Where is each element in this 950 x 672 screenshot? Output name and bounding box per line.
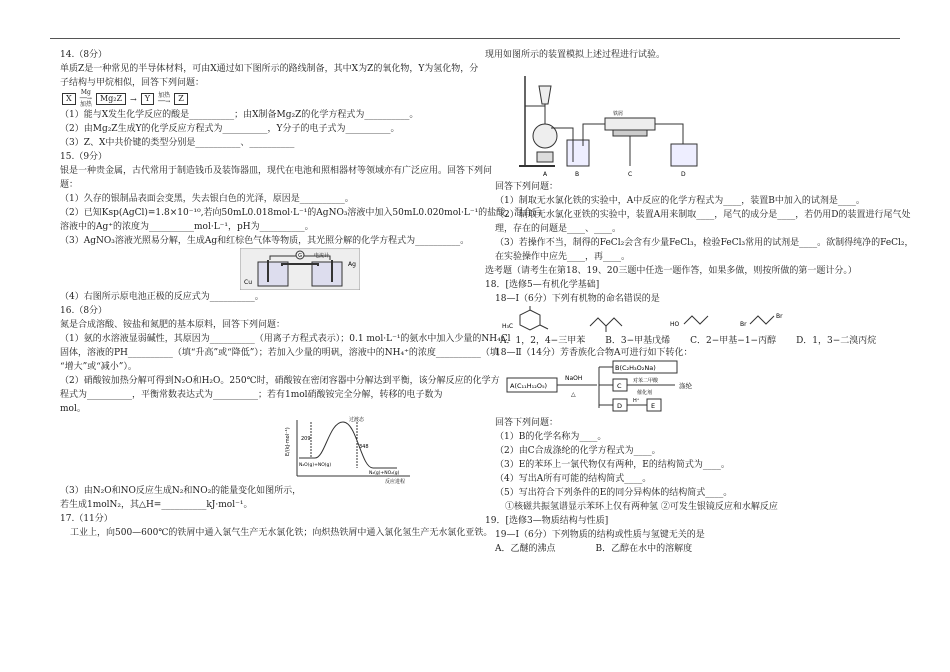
svg-text:A: A xyxy=(543,171,548,178)
flow-arrow-line-3: ──→ xyxy=(158,98,171,105)
q14-flow-diagram xyxy=(60,90,480,108)
q16-line-1a: （1）氨的水溶液显弱碱性，其原因为__________（用离子方程式表示）；0.1 mol·L⁻¹的氨水中加入少量的NH₄Cl xyxy=(60,334,511,344)
flow-arrow-3 xyxy=(158,93,170,105)
svg-text:E: E xyxy=(651,402,656,410)
flow-z: Z xyxy=(174,93,188,105)
q19-options xyxy=(485,542,905,556)
svg-text:H⁺: H⁺ xyxy=(633,398,640,404)
svg-text:D: D xyxy=(681,171,686,178)
q18-option-b: B．3−甲基戊烯 xyxy=(605,336,671,346)
q15-intro: 银是一种贵金属，古代常用于制造钱币及装饰器皿，现代在电池和照相器材等领域亦有广泛应用。回答下列问 xyxy=(60,166,493,176)
energy-diagram xyxy=(285,416,415,484)
q17-line-2b: 理，存在的问题是____、____。 xyxy=(495,224,622,234)
svg-text:A(C₁₁H₁₂O₅): A(C₁₁H₁₂O₅) xyxy=(510,382,548,390)
q14-intro-2: 子结构与甲烷相似，回答下列问题： xyxy=(60,78,205,88)
conversion-scheme xyxy=(505,360,765,416)
q18-line-4: （4）写出A所有可能的结构简式____。 xyxy=(495,474,652,484)
q17-line-2a: （2）制取无水氯化亚铁的实验中，装置A用来制取____，尾气的成分是____，若仍用D的装置进行尾气处 xyxy=(495,210,911,220)
q16-line-2b: 程式为__________，平衡常数表达式为__________；若有1mol硝酸铵完全分解，转移的电子数为 xyxy=(60,390,443,400)
q19-option-a: A．乙醚的沸点 xyxy=(495,544,556,554)
svg-text:N₂O(g)+NO(g): N₂O(g)+NO(g) xyxy=(299,463,332,468)
svg-text:B: B xyxy=(575,171,580,178)
right-column xyxy=(485,48,914,556)
flow-arrow-2: → xyxy=(130,94,137,104)
q17-ask: 回答下列问题： xyxy=(495,182,559,192)
flow-y: Y xyxy=(141,93,154,105)
apparatus-figure xyxy=(515,66,705,178)
q15-intro-2: 题： xyxy=(60,180,79,190)
q16-figure-row xyxy=(60,416,480,484)
svg-text:N₂(g)+NO₂(g): N₂(g)+NO₂(g) xyxy=(369,471,400,476)
svg-text:涤纶: 涤纶 xyxy=(679,382,692,390)
flow-mg2z: Mg₂Z xyxy=(96,93,126,105)
flow-arrow-1 xyxy=(80,90,92,108)
q16-line-2a: （2）硝酸铵加热分解可得到N₂O和H₂O。250℃时，硝酸铵在密闭容器中分解达到平衡，该分解反应的化学方 xyxy=(60,376,500,386)
q16-line-3a: （3）由N₂O和NO反应生成N₂和NO₂的能量变化如图所示， xyxy=(60,486,302,496)
q18-line-2: （2）由C合成涤纶的化学方程式为____。 xyxy=(495,446,661,456)
flow-mg-label: Mg xyxy=(80,89,91,96)
q19-title: 19．[选修3—物质结构与性质] xyxy=(485,516,609,526)
svg-text:铁屑: 铁屑 xyxy=(613,111,624,117)
q16-line-3b: 若生成1molN₂，其△H=__________kJ·mol⁻¹。 xyxy=(60,500,253,510)
q15-line-3: （3）AgNO₃溶液光照易分解，生成Ag和红棕色气体等物质，其光照分解的化学方程式为__________。 xyxy=(60,236,470,246)
q15-line-1: （1）久存的银制品表面会变黑，失去银白色的光泽，原因是__________。 xyxy=(60,194,354,204)
q18-scheme-row xyxy=(485,360,905,416)
flow-heat-label-2: 加热 xyxy=(158,92,171,99)
q18-structures-row xyxy=(485,306,905,346)
q15-title: 15.（9分） xyxy=(60,152,108,162)
q15-line-2b: 溶液中的Ag⁺的浓度为__________mol·L⁻¹，pH为__________。 xyxy=(60,222,314,232)
galvanic-cell-figure xyxy=(240,248,360,290)
svg-text:Ag: Ag xyxy=(348,261,356,268)
flow-heat-label-1: 加热 xyxy=(79,101,92,108)
svg-text:HO: HO xyxy=(670,321,680,328)
svg-text:D: D xyxy=(617,402,623,410)
q18-line-5-conditions: ①核磁共振氢谱显示苯环上仅有两种氢 ②可发生银镜反应和水解反应 xyxy=(505,502,778,512)
q14-line-2: （2）由Mg₂Z生成Y的化学反应方程式为__________，Y分子的电子式为__________。 xyxy=(60,124,400,134)
q18-line-5: （5）写出符合下列条件的E的同分异构体的结构简式____。 xyxy=(495,488,733,498)
q15-line-4: （4）右图所示原电池正极的反应式为__________。 xyxy=(60,292,264,302)
header-rule xyxy=(50,38,900,39)
svg-text:Br: Br xyxy=(740,321,747,328)
q18-title: 18．[选修5—有机化学基础] xyxy=(485,280,600,290)
svg-text:348: 348 xyxy=(359,444,369,450)
svg-text:△: △ xyxy=(571,391,576,398)
svg-text:C: C xyxy=(617,382,622,390)
q16-line-1c: “增大”或“减小”）。 xyxy=(60,362,137,372)
q17-intro: 工业上，向500—600℃的铁屑中通入氯气生产无水氯化铁；向炽热铁屑中通入氯化氢生产无水氯化亚铁。 xyxy=(70,528,493,538)
q18-option-d: D．1，3−二溴丙烷 xyxy=(796,336,877,346)
q15-line-2a: （2）已知Ksp(AgCl)=1.8×10⁻¹⁰,若向50mL0.018mol·L⁻¹的AgNO₃溶液中加入50mL0.020mol·L⁻¹的盐酸，混合后 xyxy=(60,208,542,218)
svg-text:过渡态: 过渡态 xyxy=(349,417,365,423)
q19-i-title: 19—Ⅰ（6分）下列物质的结构或性质与氢键无关的是 xyxy=(495,530,705,540)
q17-line-1: （1）制取无水氯化铁的实验中，A中反应的化学方程式为____，装置B中加入的试剂是____。 xyxy=(495,196,865,206)
svg-text:B(C₂H₃O₂Na): B(C₂H₃O₂Na) xyxy=(615,364,656,372)
q18-i-title: 18—Ⅰ（6分）下列有机物的命名错误的是 xyxy=(495,294,660,304)
q14-title: 14.（8分） xyxy=(60,50,108,60)
q16-line-1b: 固体，溶液的PH__________（填“升高”或“降低”）；若加入少量的明矾，溶液中的NH₄⁺的浓度__________（填 xyxy=(60,348,499,358)
q16-line-2c: mol。 xyxy=(60,404,86,414)
structures-figure xyxy=(500,306,830,334)
q14-line-1: （1）能与X发生化学反应的酸是__________；由X制备Mg₂Z的化学方程式为__________。 xyxy=(60,110,419,120)
svg-text:E/(kJ·mol⁻¹): E/(kJ·mol⁻¹) xyxy=(285,427,291,456)
svg-text:G: G xyxy=(298,253,302,259)
q18-line-3: （3）E的苯环上一氯代物仅有两种，E的结构简式为____。 xyxy=(495,460,730,470)
q18-ask: 回答下列问题： xyxy=(495,418,559,428)
q16-intro: 氮是合成溶酸、铵盐和氮肥的基本原料，回答下列问题： xyxy=(60,320,286,330)
svg-text:Br: Br xyxy=(776,313,783,320)
q17-line-3a: （3）若操作不当，制得的FeCl₂会含有少量FeCl₃，检验FeCl₃常用的试剂是____。欲制得纯净的FeCl₂， xyxy=(495,238,914,248)
q17-figure-row xyxy=(485,62,905,180)
flow-x: X xyxy=(62,93,76,105)
flow-arrow-line-1: ──→ xyxy=(79,95,92,102)
svg-text:催化剂: 催化剂 xyxy=(637,390,653,396)
q18-options xyxy=(500,333,876,346)
svg-text:C: C xyxy=(628,171,633,178)
svg-text:Cu: Cu xyxy=(244,279,252,286)
svg-text:NaOH: NaOH xyxy=(565,375,583,382)
q18-option-a: A．1，2，4−三甲苯 xyxy=(500,336,586,346)
svg-text:反应进程: 反应进程 xyxy=(385,479,406,484)
svg-text:电流计: 电流计 xyxy=(314,253,330,259)
q18-option-c: C．2−甲基−1−丙醇 xyxy=(690,336,777,346)
q14-intro: 单质Z是一种常见的半导体材料，可由X通过如下图所示的路线制备，其中X为Z的氧化物，Y为氢化物，分 xyxy=(60,64,479,74)
svg-text:对苯二甲酸: 对苯二甲酸 xyxy=(633,378,659,384)
q16-title: 16.（8分） xyxy=(60,306,108,316)
q17-title: 17.（11分） xyxy=(60,514,113,524)
q15-figure-row xyxy=(60,248,480,290)
q17-line-3b: 在实验操作中应先____，再____。 xyxy=(495,252,631,262)
q17-intro-cont: 现用如图所示的装置模拟上述过程进行试验。 xyxy=(485,50,666,60)
svg-text:209: 209 xyxy=(301,436,311,442)
elective-note: 选考题（请考生在第18、19、20三题中任选一题作答，如果多做，则按所做的第一题计分。） xyxy=(485,266,857,276)
q14-line-3: （3）Z、X中共价键的类型分别是__________、__________ xyxy=(60,138,295,148)
q18-ii-title: 18—Ⅱ（14分）芳香族化合物A可进行如下转化： xyxy=(495,348,693,358)
q18-line-1: （1）B的化学名称为____。 xyxy=(495,432,607,442)
q19-option-b: B．乙醇在水中的溶解度 xyxy=(595,544,693,554)
svg-text:H₃C: H₃C xyxy=(502,323,514,330)
